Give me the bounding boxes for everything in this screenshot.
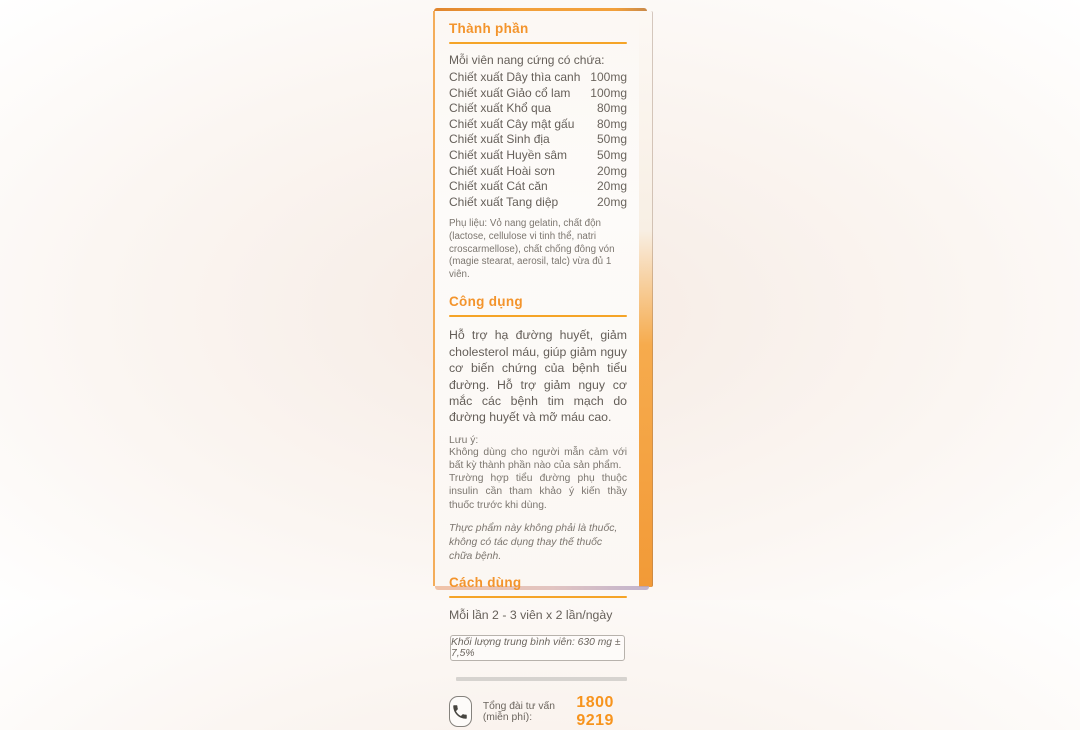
ingredients-intro: Mỗi viên nang cứng có chứa: [449, 53, 605, 67]
dosage-text: Mỗi lần 2 - 3 viên x 2 lần/ngày [449, 607, 613, 622]
ingredient-row [449, 148, 627, 164]
section-rule-dosage [449, 596, 627, 598]
ingredient-name: Chiết xuất Cát căn [449, 179, 548, 194]
phone-icon [449, 696, 472, 727]
ingredient-amount: 80mg [596, 101, 627, 116]
section-rule-ingredients [449, 42, 627, 44]
section-title-uses: Công dụng [449, 294, 523, 310]
disclaimer-line: Thực phẩm này không phải là thuốc, [449, 522, 618, 534]
note-line: Không dùng cho người mẫn cảm với bất kỳ thành phần nào của sản phẩm. [449, 446, 627, 471]
ingredient-name: Chiết xuất Khổ qua [449, 101, 552, 116]
ingredient-amount: 100mg [590, 85, 627, 100]
ingredient-amount: 20mg [596, 194, 627, 209]
section-rule-uses [449, 315, 627, 317]
hotline-row [449, 694, 627, 730]
disclaimer [449, 522, 627, 564]
ingredient-row [449, 132, 627, 148]
ingredient-name: Chiết xuất Huyền sâm [449, 147, 568, 162]
gray-divider [456, 677, 627, 681]
ingredient-amount: 50mg [596, 147, 627, 162]
box-side-edge [639, 11, 653, 587]
ingredient-amount: 20mg [596, 163, 627, 178]
ingredient-row [449, 195, 627, 211]
ingredient-name: Chiết xuất Hoài sơn [449, 163, 555, 178]
average-weight-box [450, 635, 625, 661]
ingredient-row [449, 117, 627, 133]
average-weight-text: Khối lượng trung bình viên: 630 mg ± 7,5% [451, 636, 621, 659]
ingredient-amount: 20mg [596, 179, 627, 194]
note-line: Trường hợp tiểu đường phụ thuộc insulin cần tham khảo ý kiến thầy thuốc trước khi dùng. [449, 473, 627, 511]
ingredient-row [449, 179, 627, 195]
ingredient-name: Chiết xuất Cây mật gấu [449, 116, 575, 131]
product-box-panel [433, 8, 653, 729]
hotline-label: Tổng đài tư vấn (miễn phí): [482, 700, 556, 723]
section-title-ingredients: Thành phần [449, 21, 529, 36]
ingredient-name: Chiết xuất Tang diệp [449, 194, 559, 209]
excipients-note: Phụ liệu: Vỏ nang gelatin, chất độn (lactose, cellulose vi tinh thể, natri croscarmellose), chất chống đông vón (magie stearat, aerosil, talc) vừa đủ 1 viên. [449, 218, 615, 280]
ingredient-row [449, 164, 627, 180]
ingredient-name: Chiết xuất Dây thìa canh [449, 70, 581, 84]
ingredient-row [449, 70, 627, 86]
ingredient-amount: 100mg [590, 70, 627, 84]
note-label: Lưu ý: [449, 434, 479, 446]
ingredient-list [449, 70, 627, 210]
uses-body: Hỗ trợ hạ đường huyết, giảm cholesterol máu, giúp giảm nguy cơ biến chứng của bệnh tiểu đường. Hỗ trợ giảm nguy cơ mắc các bệnh tim mạch do đường huyết và mỡ máu cao. [449, 328, 627, 425]
ingredient-row [449, 101, 627, 117]
section-title-dosage: Cách dùng [449, 574, 522, 590]
disclaimer-line: không có tác dụng thay thế thuốc chữa bệnh. [449, 536, 603, 562]
ingredient-name: Chiết xuất Sinh địa [449, 132, 550, 147]
box-front-face [433, 11, 639, 729]
ingredient-row [449, 86, 627, 102]
ingredient-name: Chiết xuất Giảo cổ lam [449, 85, 571, 100]
ingredient-amount: 50mg [596, 132, 627, 147]
hotline-number: 1800 9219 [576, 693, 614, 729]
ingredient-amount: 80mg [596, 116, 627, 131]
